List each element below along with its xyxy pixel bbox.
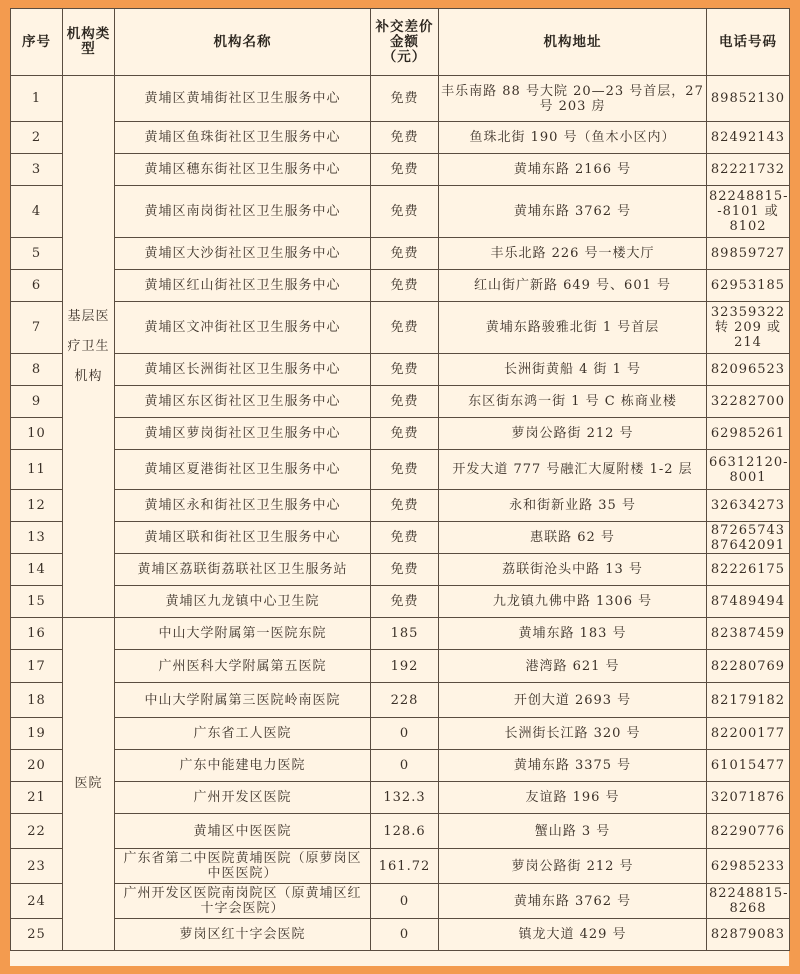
cell-phone: 87265743 87642091 — [707, 522, 790, 554]
cell-phone: 61015477 — [707, 750, 790, 782]
cell-name: 广东省工人医院 — [115, 718, 371, 750]
table-row — [11, 386, 790, 418]
cell-seq: 13 — [11, 522, 63, 554]
cell-seq: 19 — [11, 718, 63, 750]
cell-name: 黄埔区中医医院 — [115, 814, 371, 849]
cell-seq: 25 — [11, 919, 63, 951]
table-row — [11, 450, 790, 490]
cell-address: 永和街新业路 35 号 — [439, 490, 707, 522]
cell-seq: 3 — [11, 154, 63, 186]
cell-name: 黄埔区红山街社区卫生服务中心 — [115, 270, 371, 302]
cell-phone: 82280769 — [707, 650, 790, 683]
header-phone: 电话号码 — [707, 9, 790, 76]
cell-address: 萝岗公路街 212 号 — [439, 849, 707, 884]
cell-fee: 免费 — [371, 586, 439, 618]
cell-fee: 0 — [371, 718, 439, 750]
table-row — [11, 586, 790, 618]
cell-fee: 免费 — [371, 154, 439, 186]
category-label: 基层医疗卫生机构 — [67, 308, 110, 384]
category-primary-care — [63, 76, 115, 618]
cell-name: 广州开发区医院南岗院区（原黄埔区红十字会医院） — [115, 884, 371, 919]
cell-phone: 32634273 — [707, 490, 790, 522]
table-row — [11, 490, 790, 522]
cell-seq: 7 — [11, 302, 63, 354]
cell-seq: 15 — [11, 586, 63, 618]
cell-fee: 128.6 — [371, 814, 439, 849]
cell-phone: 32071876 — [707, 782, 790, 814]
table-row — [11, 238, 790, 270]
cell-seq: 22 — [11, 814, 63, 849]
cell-name: 萝岗区红十字会医院 — [115, 919, 371, 951]
cell-address: 九龙镇九佛中路 1306 号 — [439, 586, 707, 618]
cell-address: 开发大道 777 号融汇大厦附楼 1-2 层 — [439, 450, 707, 490]
cell-fee: 免费 — [371, 76, 439, 122]
cell-phone: 82290776 — [707, 814, 790, 849]
cell-phone: 62985233 — [707, 849, 790, 884]
cell-seq: 16 — [11, 618, 63, 650]
table-row — [11, 154, 790, 186]
cell-fee: 免费 — [371, 302, 439, 354]
cell-seq: 24 — [11, 884, 63, 919]
cell-phone: 82096523 — [707, 354, 790, 386]
cell-phone: 89852130 — [707, 76, 790, 122]
cell-address: 黄埔东路 3375 号 — [439, 750, 707, 782]
cell-seq: 11 — [11, 450, 63, 490]
table-row — [11, 554, 790, 586]
cell-name: 广州医科大学附属第五医院 — [115, 650, 371, 683]
cell-fee: 161.72 — [371, 849, 439, 884]
cell-address: 黄埔东路 3762 号 — [439, 186, 707, 238]
category-label: 医院 — [74, 776, 103, 791]
cell-fee: 免费 — [371, 450, 439, 490]
cell-fee: 192 — [371, 650, 439, 683]
table-row — [11, 650, 790, 683]
cell-fee: 228 — [371, 683, 439, 718]
cell-name: 黄埔区永和街社区卫生服务中心 — [115, 490, 371, 522]
table-row — [11, 270, 790, 302]
table-row — [11, 122, 790, 154]
cell-fee: 免费 — [371, 354, 439, 386]
header-type: 机构类型 — [63, 9, 115, 76]
cell-address: 蟹山路 3 号 — [439, 814, 707, 849]
table-row — [11, 849, 790, 884]
cell-fee: 免费 — [371, 270, 439, 302]
cell-phone: 82492143 — [707, 122, 790, 154]
cell-address: 黄埔东路 183 号 — [439, 618, 707, 650]
header-name: 机构名称 — [115, 9, 371, 76]
cell-fee: 免费 — [371, 122, 439, 154]
cell-address: 镇龙大道 429 号 — [439, 919, 707, 951]
cell-name: 黄埔区南岗街社区卫生服务中心 — [115, 186, 371, 238]
cell-name: 黄埔区九龙镇中心卫生院 — [115, 586, 371, 618]
cell-name: 黄埔区文冲街社区卫生服务中心 — [115, 302, 371, 354]
cell-fee: 免费 — [371, 186, 439, 238]
cell-address: 鱼珠北街 190 号（鱼木小区内） — [439, 122, 707, 154]
cell-name: 黄埔区荔联街荔联社区卫生服务站 — [115, 554, 371, 586]
cell-name: 中山大学附属第三医院岭南医院 — [115, 683, 371, 718]
cell-address: 黄埔东路骏雅北街 1 号首层 — [439, 302, 707, 354]
cell-address: 丰乐北路 226 号一楼大厅 — [439, 238, 707, 270]
cell-seq: 4 — [11, 186, 63, 238]
table-row — [11, 782, 790, 814]
institution-table — [10, 8, 790, 951]
cell-fee: 免费 — [371, 554, 439, 586]
cell-name: 黄埔区东区街社区卫生服务中心 — [115, 386, 371, 418]
cell-seq: 14 — [11, 554, 63, 586]
category-hospital — [63, 618, 115, 951]
cell-seq: 23 — [11, 849, 63, 884]
cell-fee: 免费 — [371, 490, 439, 522]
cell-seq: 20 — [11, 750, 63, 782]
cell-name: 黄埔区长洲街社区卫生服务中心 — [115, 354, 371, 386]
cell-fee: 132.3 — [371, 782, 439, 814]
cell-name: 广州开发区医院 — [115, 782, 371, 814]
cell-seq: 17 — [11, 650, 63, 683]
cell-fee: 0 — [371, 750, 439, 782]
cell-seq: 10 — [11, 418, 63, 450]
cell-seq: 2 — [11, 122, 63, 154]
cell-name: 广东中能建电力医院 — [115, 750, 371, 782]
cell-seq: 5 — [11, 238, 63, 270]
cell-phone: 62953185 — [707, 270, 790, 302]
cell-phone: 82179182 — [707, 683, 790, 718]
cell-name: 黄埔区萝岗街社区卫生服务中心 — [115, 418, 371, 450]
header-address: 机构地址 — [439, 9, 707, 76]
cell-name: 黄埔区大沙街社区卫生服务中心 — [115, 238, 371, 270]
cell-name: 黄埔区联和街社区卫生服务中心 — [115, 522, 371, 554]
cell-phone: 82226175 — [707, 554, 790, 586]
cell-fee: 185 — [371, 618, 439, 650]
cell-fee: 免费 — [371, 386, 439, 418]
cell-address: 港湾路 621 号 — [439, 650, 707, 683]
cell-name: 中山大学附属第一医院东院 — [115, 618, 371, 650]
header-fee: 补交差价金额（元） — [371, 9, 439, 76]
cell-address: 荔联街沧头中路 13 号 — [439, 554, 707, 586]
table-row — [11, 76, 790, 122]
table-row — [11, 354, 790, 386]
cell-address: 萝岗公路街 212 号 — [439, 418, 707, 450]
cell-phone: 82248815--8101 或 8102 — [707, 186, 790, 238]
cell-address: 开创大道 2693 号 — [439, 683, 707, 718]
cell-name: 黄埔区鱼珠街社区卫生服务中心 — [115, 122, 371, 154]
header-seq: 序号 — [11, 9, 63, 76]
table-row — [11, 814, 790, 849]
cell-address: 长洲街长江路 320 号 — [439, 718, 707, 750]
cell-phone: 32359322 转 209 或 214 — [707, 302, 790, 354]
table-row — [11, 418, 790, 450]
table-row — [11, 718, 790, 750]
cell-phone: 82879083 — [707, 919, 790, 951]
cell-phone: 66312120-8001 — [707, 450, 790, 490]
cell-name: 广东省第二中医院黄埔医院（原萝岗区中医医院） — [115, 849, 371, 884]
cell-name: 黄埔区夏港街社区卫生服务中心 — [115, 450, 371, 490]
cell-fee: 0 — [371, 884, 439, 919]
cell-name: 黄埔区黄埔街社区卫生服务中心 — [115, 76, 371, 122]
cell-phone: 82248815-8268 — [707, 884, 790, 919]
cell-seq: 18 — [11, 683, 63, 718]
table-row — [11, 302, 790, 354]
cell-address: 红山街广新路 649 号、601 号 — [439, 270, 707, 302]
table-row — [11, 618, 790, 650]
header-row — [11, 9, 790, 76]
cell-name: 黄埔区穗东街社区卫生服务中心 — [115, 154, 371, 186]
cell-seq: 8 — [11, 354, 63, 386]
cell-phone: 89859727 — [707, 238, 790, 270]
cell-fee: 免费 — [371, 418, 439, 450]
cell-phone: 82387459 — [707, 618, 790, 650]
cell-address: 黄埔东路 2166 号 — [439, 154, 707, 186]
cell-address: 丰乐南路 88 号大院 20—23 号首层，27 号 203 房 — [439, 76, 707, 122]
cell-address: 长洲街黄船 4 街 1 号 — [439, 354, 707, 386]
cell-phone: 62985261 — [707, 418, 790, 450]
cell-seq: 9 — [11, 386, 63, 418]
cell-address: 黄埔东路 3762 号 — [439, 884, 707, 919]
cell-seq: 6 — [11, 270, 63, 302]
table-row — [11, 683, 790, 718]
cell-fee: 免费 — [371, 238, 439, 270]
cell-fee: 0 — [371, 919, 439, 951]
table-row — [11, 186, 790, 238]
cell-fee: 免费 — [371, 522, 439, 554]
cell-phone: 82221732 — [707, 154, 790, 186]
cell-address: 友谊路 196 号 — [439, 782, 707, 814]
document-frame — [10, 8, 789, 966]
table-row — [11, 884, 790, 919]
cell-phone: 82200177 — [707, 718, 790, 750]
cell-seq: 12 — [11, 490, 63, 522]
cell-address: 东区街东鸿一街 1 号 C 栋商业楼 — [439, 386, 707, 418]
cell-phone: 87489494 — [707, 586, 790, 618]
table-row — [11, 750, 790, 782]
cell-address: 惠联路 62 号 — [439, 522, 707, 554]
cell-phone: 32282700 — [707, 386, 790, 418]
cell-seq: 21 — [11, 782, 63, 814]
table-row — [11, 919, 790, 951]
cell-seq: 1 — [11, 76, 63, 122]
table-row — [11, 522, 790, 554]
